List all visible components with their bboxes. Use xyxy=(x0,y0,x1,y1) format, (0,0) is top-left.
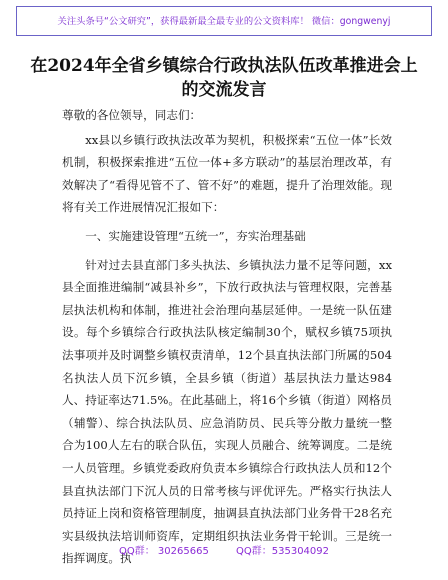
qq-group-1: QQ群： 30265665 xyxy=(118,546,209,557)
greeting: 尊敬的各位领导，同志们： xyxy=(62,108,202,122)
document-body xyxy=(62,104,392,570)
qq-group-2: QQ群：535304092 xyxy=(236,546,330,557)
promo-banner: 关注头条号“公文研究”，获得最新最全最专业的公文资料库！ 微信：gongwenyj xyxy=(16,6,432,36)
section-heading: 一、实施建设管理“五统一”，夯实治理基础 xyxy=(85,228,306,243)
body-paragraph: 针对过去县直部门多头执法、乡镇执法力量不足等问题，xx县全面推进编制“减县补乡”，下放行政执法与管理权限，完善基层执法机构和体制，推进社会治理向基层延伸。一是统一队伍建设。每个乡镇综合行政执法队核定编制30个，赋权乡镇75项执法事项并及时调整乡镇权责清单，12个县直执法部门所属的504名执法人员下沉乡镇，全县乡镇（街道）基层执法力量达984人、持证率达71.5%。在此基础上，将16个乡镇（街道）网格员（辅警）、综合执法队员、应急消防员、民兵等分散力量统一整合为100人左右的联合队伍，实现人员融合、统筹调度。二是统一人员管理。乡镇党委政府负责本乡镇综合行政执法人员和12个县直执法部门下沉人员的日常考核与评优评先。严格实行执法人员持证上岗和资格管理制度，抽调县直执法部门业务骨干28名充实县级执法培训师资库，定期组织执法业务骨干轮训。三是统一指挥调度。执 xyxy=(62,257,392,566)
intro-paragraph: xx县以乡镇行政执法改革为契机，积极探索“五位一体”长效机制，积极探索推进“五位一体+多方联动”的基层治理改革，有效解决了“看得见管不了、管不好”的难题，提升了治理效能。现将有关工作进展情况汇报如下： xyxy=(62,132,392,215)
document-title: 在2024年全省乡镇综合行政执法队伍改革推进会上的交流发言 xyxy=(30,56,418,100)
footer-contacts xyxy=(0,542,448,557)
